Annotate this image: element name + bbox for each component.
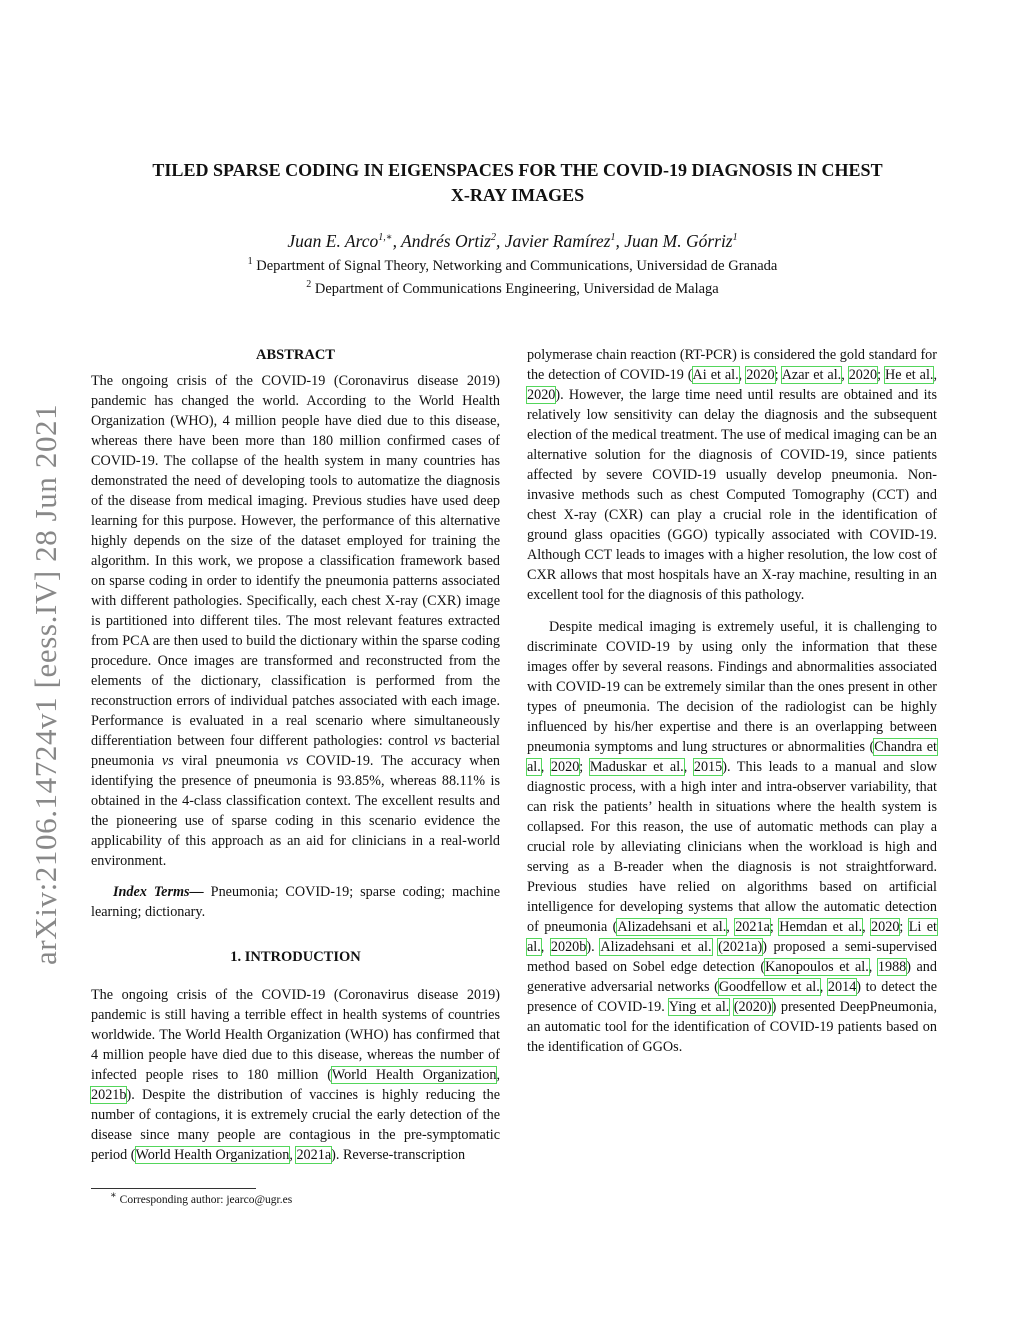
citation-link[interactable]: (2021a)	[718, 939, 763, 955]
intro-paragraph-1-continued	[527, 345, 937, 605]
abstract-text	[91, 371, 500, 871]
footnote-divider	[91, 1188, 256, 1189]
author-list	[90, 231, 935, 252]
author-separator: ,	[615, 231, 625, 251]
affiliation-1	[90, 258, 935, 275]
intro-paragraph-1	[91, 985, 500, 1165]
citation-separator: ,	[862, 919, 872, 935]
title-line-1: TILED SPARSE CODING IN EIGENSPACES FOR THE COVID-19 DIAGNOSIS IN CHEST	[152, 160, 883, 180]
citation-link[interactable]: Goodfellow et al.	[718, 979, 820, 995]
citation-link[interactable]: 2020	[550, 759, 580, 775]
citation-separator: ,	[683, 759, 694, 775]
author-affiliation-mark: 1	[610, 232, 616, 244]
vs-italic: vs	[161, 753, 174, 769]
citation-separator: ,	[868, 959, 878, 975]
index-terms	[91, 882, 500, 922]
author-separator: ,	[392, 231, 401, 251]
intro-text-part: ) and generative adversarial networks (	[527, 959, 937, 995]
citation-separator: ,	[540, 759, 551, 775]
citation-separator: ,	[933, 367, 938, 383]
citation-separator: ,	[841, 367, 849, 383]
abstract-heading: ABSTRACT	[256, 347, 335, 363]
citation-link[interactable]: 2020	[527, 387, 556, 403]
vs-italic: vs	[286, 753, 299, 769]
intro-text-part: ) proposed a semi-supervised method based on Sobel edge detection (	[527, 939, 938, 975]
index-terms-text: Pneumonia; COVID-19; sparse coding; machine learning; dictionary.	[91, 884, 500, 920]
citation-link[interactable]: Maduskar et al.	[589, 759, 684, 775]
abstract-text-part: The ongoing crisis of the COVID-19 (Coronavirus disease 2019) pandemic has changed the world. According to the World Health Organization (WHO), 4 million people have died due to this disease, whereas there have been more than 180 million confirmed cases of COVID-19. The collapse of the health system in many countries has demonstrated the need of developing tools to automatize the diagnosis of the disease from medical imaging. Previous studies have used deep learning for this purpose. However, the performance of this alternative highly depends on the size of the dataset employed for training the algorithm. In this work, we propose a classification framework based on sparse coding in order to identify the pneumonia patterns associated with different pathologies. Specifically, each chest X-ray (CXR) image is partitioned into different tiles. The most relevant features extracted from PCA are then used to build the dictionary within the sparse coding procedure. Once images are transformed and reconstructed from the elements of the dictionary, classification is performed from the reconstruction errors of individual patches associated with each image. Performance is evaluated in a real scenario where simultaneously differentiation between four different pathologies: control	[91, 373, 500, 749]
citation-link[interactable]: 2021b	[91, 1087, 127, 1103]
author-separator: ,	[495, 231, 505, 251]
citation-link[interactable]: 2021a	[296, 1147, 332, 1163]
citation-separator: ;	[769, 919, 780, 935]
citation-link[interactable]: 2020b	[550, 939, 587, 955]
vs-italic: vs	[433, 733, 446, 749]
abstract-text-part: viral pneumonia	[173, 753, 287, 769]
intro-text-part: ) to detect the presence of COVID-19.	[527, 979, 938, 1015]
citation-link[interactable]: 1988	[877, 959, 907, 975]
citation-link[interactable]: 2020	[746, 367, 775, 383]
citation-link[interactable]: Chandra et al.	[527, 739, 937, 775]
author-affiliation-mark: 2	[490, 232, 496, 244]
intro-text-part: Despite medical imaging is extremely useful, it is challenging to discriminate COVID-19 by using only the information that these images offer by several reasons. Findings and abnormalities associated with COVID-19 can be extremely similar than the ones present in other types of pneumonia. The decision of the radiologist can be highly influenced by his/her expertise and there is an overlapping between pneumonia symptoms and lung structures or abnormalities (	[527, 619, 937, 755]
citation-link[interactable]: Ying et al.	[668, 999, 730, 1015]
citation-separator: ;	[899, 919, 909, 935]
citation-link[interactable]: World Health Organization	[331, 1067, 497, 1083]
intro-text-part: ). This leads to a manual and slow diagnostic process, with a high inter and intra-observer variability, that can risk the patients’ health in situations where the health system is collapsed. For this reason, the use of automatic methods can play a crucial role by alleviating clinicians when the workload is high and serving as a B-reader when the diagnosis is not straightforward. Previous studies have relied on algorithms based on artificial intelligence for developing systems that allow the automatic detection of pneumonia (	[527, 759, 937, 935]
intro-text-part: ) presented DeepPneumonia, an automatic tool for the identification of COVID-19 patients based on the identification of GGOs.	[527, 999, 938, 1055]
author-name: Juan E. Arco	[287, 231, 379, 251]
right-column	[527, 345, 937, 1057]
citation-separator: ;	[877, 367, 885, 383]
citation-link[interactable]: (2020)	[733, 999, 772, 1015]
author-name: Javier Ramírez	[504, 231, 611, 251]
citation-link[interactable]: 2021a	[735, 919, 770, 935]
affiliation-number: 2	[306, 279, 312, 291]
citation-separator: ;	[774, 367, 782, 383]
citation-separator: ,	[289, 1147, 297, 1163]
citation-link[interactable]: Ai et al.	[692, 367, 739, 383]
arxiv-side-stamp: arXiv:2106.14724v1 [eess.IV] 28 Jun 2021	[28, 403, 63, 965]
citation-link[interactable]: 2014	[827, 979, 857, 995]
citation-separator: ;	[579, 759, 590, 775]
affiliation-text: Department of Signal Theory, Networking and Communications, Universidad de Granada	[252, 258, 778, 274]
intro-text-part: ). Despite the distribution of vaccines is highly reducing the number of contagions, it is extremely crucial the early detection of the disease since many people are contagious in the pre-symptomatic period (	[91, 1087, 500, 1163]
citation-link[interactable]: 2020	[848, 367, 878, 383]
citation-link[interactable]: 2015	[693, 759, 723, 775]
author-name: Andrés Ortiz	[401, 231, 491, 251]
paper-title	[90, 158, 945, 208]
intro-text-part: The ongoing crisis of the COVID-19 (Coronavirus disease 2019) pandemic is still having a terrible effect in health systems of countries worldwide. The World Health Organization (WHO) has confirmed that 4 million people have died due to this disease, whereas the number of infected people rises to 180 million (	[91, 987, 500, 1083]
citation-separator: ,	[496, 1067, 500, 1083]
section-heading-introduction: 1. INTRODUCTION	[230, 949, 361, 965]
citation-link[interactable]: Li et al.	[527, 919, 937, 955]
affiliation-number: 1	[247, 256, 253, 268]
intro-text-part: ).	[555, 387, 564, 403]
citation-link[interactable]: Azar et al.	[781, 367, 842, 383]
citation-separator: ,	[819, 979, 828, 995]
title-line-2: X-RAY IMAGES	[450, 185, 585, 205]
footnote	[110, 1190, 293, 1206]
abstract-text-part: COVID-19. The accuracy when identifying the presence of pneumonia is 93.85%, whereas 88.11% is obtained in the 4-class classification context. The excellent results and the pioneering use of sparse coding in this scenario evidence the applicability of this approach as an aid for clinicians in a real-world environment.	[91, 753, 500, 869]
citation-separator: ,	[540, 939, 551, 955]
intro-text-part: ). Reverse-transcription	[331, 1147, 466, 1163]
footnote-mark: ∗	[110, 1190, 117, 1202]
author-affiliation-mark: 1,∗	[378, 232, 393, 244]
citation-link[interactable]: He et al.	[884, 367, 934, 383]
footnote-text: Corresponding author: jearco@ugr.es	[116, 1194, 293, 1206]
intro-text-part: polymerase chain reaction (RT-PCR) is considered the gold standard for the detection of COVID-19 (	[527, 347, 937, 383]
citation-link[interactable]: World Health Organization	[135, 1147, 290, 1163]
intro-paragraph-2: Despite medical imaging is extremely useful, it is challenging to discriminate COVID-19 by using only the information that these images offer by several reasons. Findings and abnormalities associated with COVID-19 can be extremely similar than the ones present in other types of pneumonia. The decision of the radiologist can be highly influenced by his/her expertise and there is an overlapping between pneumonia symptoms and lung structures or abnormalities (Chandra et al., 2020; Maduskar et al., 2015). This leads to a manual and slow diagnostic process, with a high inter and intra-observer variability, that can risk the patients’ health in situations where the health system is collapsed. For this reason, the use of automatic methods can play a crucial role by alleviating clinicians when the workload is high and serving as a B-reader when the diagnosis is not straightforward. Previous studies have relied on algorithms based on artificial intelligence for developing systems that allow the automatic detection of pneumonia (Alizadehsani et al., 2021a; Hemdan et al., 2020; Li et al., 2020b). Alizadehsani et al. (2021a)) proposed a semi-supervised method based on Sobel edge detection (Kanopoulos et al., 1988) and generative adversarial networks (Goodfellow et al., 2014) to detect the presence of COVID-19. Ying et al. (2020)) presented DeepPneumonia, an automatic tool for the identification of COVID-19 patients based on the identification of GGOs.	[527, 619, 938, 1055]
citation-link[interactable]: Kanopoulos et al.	[765, 959, 869, 975]
citation-link[interactable]: 2020	[871, 919, 900, 935]
author-affiliation-mark: 1	[732, 232, 738, 244]
citation-link[interactable]: Hemdan et al.	[779, 919, 863, 935]
citation-link[interactable]: Alizadehsani et al.	[617, 919, 727, 935]
intro-text-part: However, the large time need until results are obtained and its relatively low sensitivity can delay the diagnosis and the subsequent election of the medical treatment. The use of medical imaging can be an alternative solution for the diagnosis of COVID-19, since patients affected by severe COVID-19 usually develop pneumonia. Non-invasive methods such as chest Computed Tomography (CCT) and chest X-ray (CXR) can play a crucial role in the identification of ground glass opacities (GGO) typically associated with COVID-19. Although CCT leads to images with a higher resolution, the low cost of CXR allows that most hospitals have an X-ray machine, resulting in an excellent tool for the diagnosis of this pathology.	[527, 387, 937, 603]
citation-separator: ,	[726, 919, 736, 935]
author-name: Juan M. Górriz	[624, 231, 733, 251]
left-column	[91, 345, 500, 1165]
citation-separator: ,	[738, 367, 747, 383]
abstract-text-part: bacterial pneumonia	[91, 733, 500, 769]
index-terms-label: Index Terms—	[113, 884, 204, 900]
affiliation-2	[90, 281, 935, 298]
citation-link[interactable]: Alizadehsani et al.	[600, 939, 712, 955]
affiliation-text: Department of Communications Engineering, Universidad de Malaga	[311, 281, 719, 297]
